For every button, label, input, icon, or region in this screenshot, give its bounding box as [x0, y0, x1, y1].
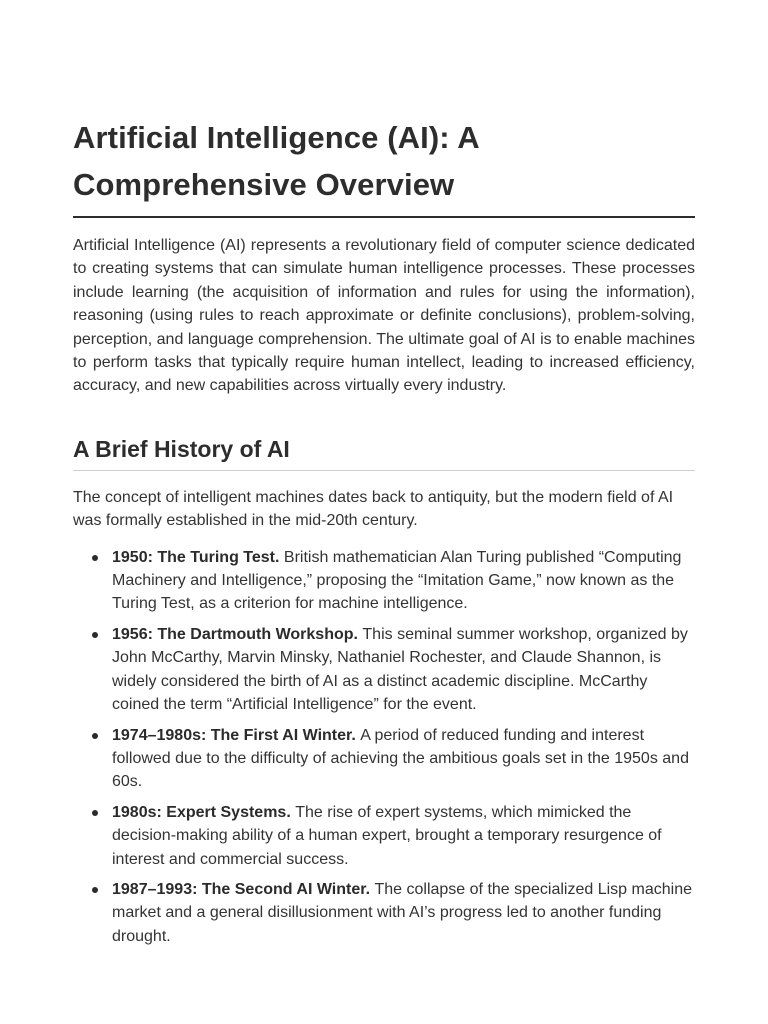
document-page — [73, 114, 695, 955]
list-item-heading: 1974–1980s: The First AI Winter. — [112, 726, 361, 744]
list-item — [112, 801, 695, 871]
list-item-heading: 1956: The Dartmouth Workshop. — [112, 625, 363, 643]
bullet-icon — [92, 887, 98, 893]
list-item — [112, 623, 695, 717]
list-item-heading: 1980s: Expert Systems. — [112, 803, 296, 821]
intro-paragraph: Artificial Intelligence (AI) represents a revolutionary field of computer science dedicated to creating systems that can simulate human intelligence processes. These processes include learning (the acquisition of information and rules for using the information), reasoning (using rules to reach approximate or definite conclusions), problem-solving, perception, and language comprehension. The ultimate goal of AI is to enable machines to perform tasks that typically require human intellect, leading to increased efficiency, accuracy, and new capabilities across virtually every industry. — [73, 237, 695, 395]
bullet-icon — [92, 810, 98, 816]
bullet-icon — [92, 555, 98, 561]
page-title: Artificial Intelligence (AI): A Comprehensive Overview — [73, 120, 479, 202]
list-item — [112, 546, 695, 616]
list-item — [112, 878, 695, 948]
history-timeline-list — [73, 546, 695, 949]
list-item-heading: 1987–1993: The Second AI Winter. — [112, 880, 375, 898]
list-item — [112, 724, 695, 794]
list-item-heading: 1950: The Turing Test. — [112, 548, 284, 566]
bullet-icon — [92, 632, 98, 638]
bullet-icon — [92, 733, 98, 739]
list-item-text: The collapse of the specialized Lisp machine market and a general disillusionment with AI’s progress led to another funding drought. — [112, 880, 692, 945]
section-divider — [73, 470, 695, 471]
title-divider — [73, 216, 695, 218]
list-item-text: British mathematician Alan Turing published “Computing Machinery and Intelligence,” proposing the “Imitation Game,” now known as the Turing Test, as a criterion for machine intelligence. — [112, 548, 682, 613]
list-item-text: This seminal summer workshop, organized by John McCarthy, Marvin Minsky, Nathaniel Rochester, and Claude Shannon, is widely considered the birth of AI as a distinct academic discipline. McCarthy coined the term “Artificial Intelligence” for the event. — [112, 625, 688, 714]
section-heading-history: A Brief History of AI — [73, 435, 290, 462]
history-intro-paragraph: The concept of intelligent machines dates back to antiquity, but the modern field of AI was formally established in the mid-20th century. — [73, 488, 674, 530]
list-item-text: A period of reduced funding and interest followed due to the difficulty of achieving the ambitious goals set in the 1950s and 60s. — [112, 726, 689, 791]
list-item-text: The rise of expert systems, which mimicked the decision-making ability of a human expert, brought a temporary resurgence of interest and commercial success. — [112, 803, 662, 868]
